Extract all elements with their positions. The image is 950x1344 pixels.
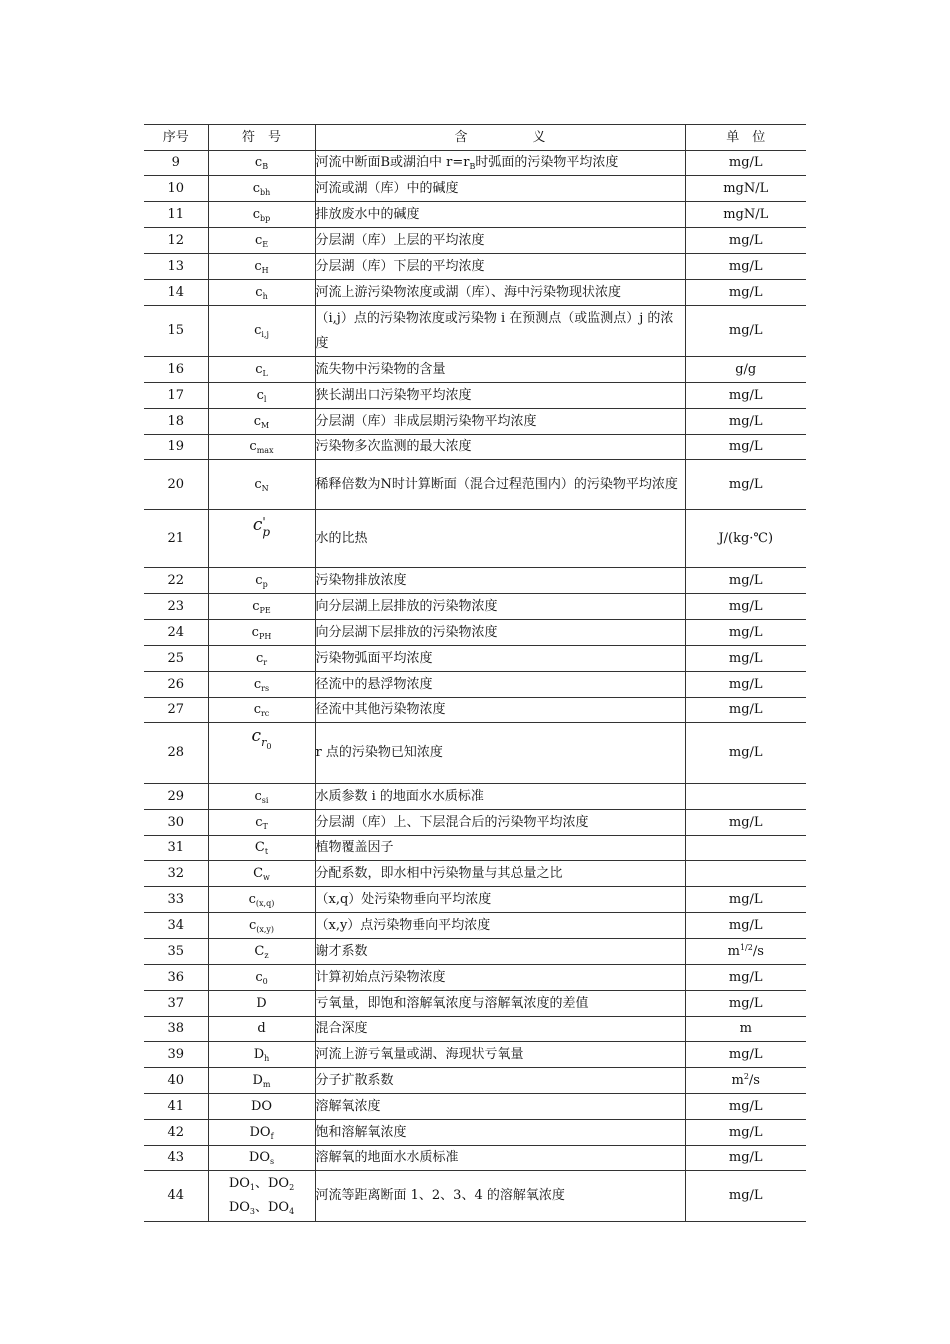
row-unit: mg/L [685, 460, 806, 510]
row-symbol: $c_r$ [208, 646, 315, 672]
row-unit: mg/L [685, 254, 806, 280]
row-meaning: 分层湖（库）下层的平均浓度 [315, 254, 685, 280]
row-unit: mg/L [685, 887, 806, 913]
header-symbol: 符 号 [208, 125, 315, 151]
row-no: 11 [144, 202, 208, 228]
row-unit: mg/L [685, 1042, 806, 1068]
row-symbol: $c_{max}$ [208, 435, 315, 460]
row-symbol: $c_{PE}$ [208, 594, 315, 620]
table-row [144, 460, 806, 510]
row-symbol: $c_{r0}$ [208, 723, 315, 784]
row-no: 20 [144, 460, 208, 510]
row-unit [685, 836, 806, 861]
table-row [144, 357, 806, 383]
row-no: 17 [144, 383, 208, 409]
table-row [144, 254, 806, 280]
row-unit: mg/L [685, 306, 806, 357]
row-unit: mg/L [685, 646, 806, 672]
row-symbol: $c_{(x,q)}$ [208, 887, 315, 913]
table-row [144, 383, 806, 409]
row-meaning: 流失物中污染物的含量 [315, 357, 685, 383]
row-unit: mgN/L [685, 176, 806, 202]
row-meaning: 河流上游污染物浓度或湖（库）、海中污染物现状浓度 [315, 280, 685, 306]
row-symbol: $c_0$ [208, 965, 315, 991]
table-row [144, 1017, 806, 1042]
row-symbol: $c_p$ [208, 568, 315, 594]
row-unit: mg/L [685, 1120, 806, 1146]
row-unit: m [685, 1017, 806, 1042]
row-unit: mg/L [685, 620, 806, 646]
row-symbol: $D_h$ [208, 1042, 315, 1068]
row-symbol: $DO_s$ [208, 1146, 315, 1171]
table-row [144, 594, 806, 620]
row-no: 21 [144, 510, 208, 568]
row-no: 42 [144, 1120, 208, 1146]
table-row [144, 202, 806, 228]
row-unit: mg/L [685, 965, 806, 991]
row-symbol: $C_z$ [208, 939, 315, 965]
row-symbol: $c_{bh}$ [208, 176, 315, 202]
row-unit: mg/L [685, 991, 806, 1017]
table-row [144, 810, 806, 836]
row-meaning: 稀释倍数为N时计算断面（混合过程范围内）的污染物平均浓度 [315, 460, 685, 510]
row-no: 29 [144, 784, 208, 810]
row-symbol: $c_{rc}$ [208, 698, 315, 723]
row-symbol: D [208, 991, 315, 1017]
row-meaning: 水质参数 i 的地面水水质标准 [315, 784, 685, 810]
row-meaning: 分层湖（库）上层的平均浓度 [315, 228, 685, 254]
row-no: 39 [144, 1042, 208, 1068]
row-symbol: $C_w$ [208, 861, 315, 887]
table-row [144, 228, 806, 254]
row-meaning: （x,y）点污染物垂向平均浓度 [315, 913, 685, 939]
row-no: 35 [144, 939, 208, 965]
table-row [144, 836, 806, 861]
table-row [144, 306, 806, 357]
row-meaning: 植物覆盖因子 [315, 836, 685, 861]
table-row [144, 784, 806, 810]
row-unit: mg/L [685, 698, 806, 723]
row-unit: mg/L [685, 594, 806, 620]
row-symbol: $c_h$ [208, 280, 315, 306]
row-unit: mg/L [685, 672, 806, 698]
table-header-row [144, 125, 806, 151]
row-unit: mg/L [685, 723, 806, 784]
row-no: 38 [144, 1017, 208, 1042]
row-symbol: $c_l$ [208, 383, 315, 409]
row-unit: $m^{1/2}/s$ [685, 939, 806, 965]
row-no: 10 [144, 176, 208, 202]
row-unit [685, 861, 806, 887]
header-no: 序号 [144, 125, 208, 151]
table-row [144, 280, 806, 306]
table-row [144, 1146, 806, 1171]
row-meaning: 径流中其他污染物浓度 [315, 698, 685, 723]
row-meaning: 排放废水中的碱度 [315, 202, 685, 228]
row-no: 14 [144, 280, 208, 306]
row-symbol: $c_{bp}$ [208, 202, 315, 228]
row-meaning: 污染物弧面平均浓度 [315, 646, 685, 672]
table-row [144, 1042, 806, 1068]
table-row [144, 409, 806, 435]
row-unit: mg/L [685, 568, 806, 594]
table-row [144, 510, 806, 568]
table-row [144, 1171, 806, 1222]
row-symbol: $c_{PH}$ [208, 620, 315, 646]
row-meaning: 水的比热 [315, 510, 685, 568]
row-meaning: 溶解氧浓度 [315, 1094, 685, 1120]
row-meaning: 河流或湖（库）中的碱度 [315, 176, 685, 202]
row-no: 44 [144, 1171, 208, 1222]
row-meaning: 河流中断面B或湖泊中 $r=r_B$时弧面的污染物平均浓度 [315, 151, 685, 176]
table-row [144, 913, 806, 939]
row-meaning: 分层湖（库）非成层期污染物平均浓度 [315, 409, 685, 435]
row-unit: mg/L [685, 228, 806, 254]
row-no: 30 [144, 810, 208, 836]
row-symbol: $c_H$ [208, 254, 315, 280]
table-row [144, 939, 806, 965]
table-row [144, 151, 806, 176]
row-no: 36 [144, 965, 208, 991]
row-unit: mg/L [685, 383, 806, 409]
row-no: 23 [144, 594, 208, 620]
header-meaning: 含 义 [315, 125, 685, 151]
row-no: 27 [144, 698, 208, 723]
row-symbol: $c_{(x,y)}$ [208, 913, 315, 939]
row-unit: mg/L [685, 409, 806, 435]
table-row [144, 1068, 806, 1094]
row-no: 40 [144, 1068, 208, 1094]
row-unit: mg/L [685, 810, 806, 836]
row-meaning: r 点的污染物已知浓度 [315, 723, 685, 784]
row-symbol: d [208, 1017, 315, 1042]
table-row [144, 991, 806, 1017]
table-row [144, 861, 806, 887]
table-row [144, 568, 806, 594]
row-no: 19 [144, 435, 208, 460]
row-meaning: 溶解氧的地面水水质标准 [315, 1146, 685, 1171]
row-no: 13 [144, 254, 208, 280]
row-meaning: 向分层湖下层排放的污染物浓度 [315, 620, 685, 646]
row-meaning: 饱和溶解氧浓度 [315, 1120, 685, 1146]
row-unit: mg/L [685, 280, 806, 306]
row-meaning: 河流等距离断面 1、2、3、4 的溶解氧浓度 [315, 1171, 685, 1222]
row-no: 18 [144, 409, 208, 435]
row-meaning: 分配系数，即水相中污染物量与其总量之比 [315, 861, 685, 887]
row-no: 9 [144, 151, 208, 176]
row-meaning: 向分层湖上层排放的污染物浓度 [315, 594, 685, 620]
row-meaning: （i,j）点的污染物浓度或污染物 i 在预测点（或监测点）j 的浓度 [315, 306, 685, 357]
row-unit: g/g [685, 357, 806, 383]
row-symbol: $c_{i,j}$ [208, 306, 315, 357]
row-no: 32 [144, 861, 208, 887]
row-symbol: $c_L$ [208, 357, 315, 383]
table-row [144, 646, 806, 672]
row-unit: mg/L [685, 1094, 806, 1120]
row-symbol: $c_E$ [208, 228, 315, 254]
row-unit: mg/L [685, 151, 806, 176]
row-no: 34 [144, 913, 208, 939]
row-symbol: $c_T$ [208, 810, 315, 836]
row-no: 41 [144, 1094, 208, 1120]
symbol-table [144, 124, 806, 1222]
row-no: 37 [144, 991, 208, 1017]
row-unit: mg/L [685, 435, 806, 460]
row-no: 43 [144, 1146, 208, 1171]
row-meaning: （x,q）处污染物垂向平均浓度 [315, 887, 685, 913]
row-meaning: 分层湖（库）上、下层混合后的污染物平均浓度 [315, 810, 685, 836]
row-no: 28 [144, 723, 208, 784]
row-no: 31 [144, 836, 208, 861]
row-no: 26 [144, 672, 208, 698]
row-symbol: $C_t$ [208, 836, 315, 861]
row-meaning: 分子扩散系数 [315, 1068, 685, 1094]
row-no: 25 [144, 646, 208, 672]
row-unit: mg/L [685, 1171, 806, 1222]
table-row [144, 176, 806, 202]
table-row [144, 887, 806, 913]
table-row [144, 435, 806, 460]
row-meaning: 径流中的悬浮物浓度 [315, 672, 685, 698]
row-no: 24 [144, 620, 208, 646]
row-unit: mg/L [685, 913, 806, 939]
row-symbol: $D_m$ [208, 1068, 315, 1094]
row-meaning: 污染物多次监测的最大浓度 [315, 435, 685, 460]
table-row [144, 723, 806, 784]
row-meaning: 污染物排放浓度 [315, 568, 685, 594]
row-no: 33 [144, 887, 208, 913]
row-symbol: $c_N$ [208, 460, 315, 510]
table-row [144, 620, 806, 646]
row-unit: mgN/L [685, 202, 806, 228]
table-row [144, 965, 806, 991]
table-row [144, 698, 806, 723]
row-no: 16 [144, 357, 208, 383]
row-symbol: $c_{rs}$ [208, 672, 315, 698]
row-no: 22 [144, 568, 208, 594]
row-meaning: 河流上游亏氧量或湖、海现状亏氧量 [315, 1042, 685, 1068]
row-unit [685, 784, 806, 810]
row-symbol: $c_M$ [208, 409, 315, 435]
row-meaning: 亏氧量，即饱和溶解氧浓度与溶解氧浓度的差值 [315, 991, 685, 1017]
row-symbol: $DO_1$、$DO_2$ $DO_3$、$DO_4$ [208, 1171, 315, 1222]
row-symbol: $c_B$ [208, 151, 315, 176]
row-symbol: $c_{si}$ [208, 784, 315, 810]
row-meaning: 狭长湖出口污染物平均浓度 [315, 383, 685, 409]
row-symbol: $DO_f$ [208, 1120, 315, 1146]
table-row [144, 1120, 806, 1146]
table-row [144, 1094, 806, 1120]
row-symbol: c ' p [208, 510, 315, 568]
row-symbol: DO [208, 1094, 315, 1120]
header-unit: 单 位 [685, 125, 806, 151]
row-no: 15 [144, 306, 208, 357]
row-meaning: 谢才系数 [315, 939, 685, 965]
row-unit: $m^2/s$ [685, 1068, 806, 1094]
row-unit: mg/L [685, 1146, 806, 1171]
row-unit: J/(kg·℃) [685, 510, 806, 568]
row-no: 12 [144, 228, 208, 254]
row-meaning: 计算初始点污染物浓度 [315, 965, 685, 991]
table-row [144, 672, 806, 698]
row-meaning: 混合深度 [315, 1017, 685, 1042]
